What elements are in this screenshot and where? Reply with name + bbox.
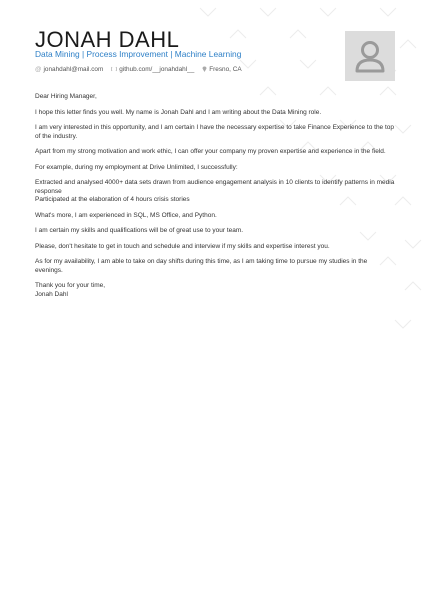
paragraph-availability: As for my availability, I am able to take on day shifts during this time, as I am taking time to pursue my studies in the evenings.: [35, 258, 368, 274]
paragraph-interest: I am very interested in this opportunity, and I am certain I have the necessary expertise to take Finance Experience to the top of the industry.: [35, 124, 395, 140]
contact-email[interactable]: [35, 66, 103, 73]
paragraph-qualifications: I am certain my skills and qualifications will be of great use to your team.: [35, 227, 244, 234]
contact-github[interactable]: [111, 66, 194, 74]
closing: Thank you for your time,: [35, 282, 106, 289]
paragraph-motivation: Apart from my strong motivation and work ethic, I can offer your company my proven expertise and experience in the field.: [35, 148, 386, 155]
applicant-name: JONAH DAHL: [35, 27, 180, 52]
achievement-item: Participated at the elaboration of 4 hours crisis stories: [35, 196, 190, 203]
location-pin-icon: [202, 65, 207, 74]
contact-location: [202, 65, 241, 74]
github-icon: [111, 66, 117, 74]
paragraph-contact: Please, don't hesitate to get in touch and schedule and interview if my skills and expertise interest you.: [35, 242, 330, 250]
achievement-item: Extracted and analysed 4000+ data sets drawn from audience engagement analysis in 10 clients to identify patterns in media response: [35, 179, 395, 195]
paragraph-example: For example, during my employment at Drive Unlimited, I successfully:: [35, 163, 238, 171]
contact-location-text: Fresno, CA: [209, 66, 242, 73]
letter-body: [35, 93, 395, 306]
contact-info: [35, 65, 250, 74]
email-icon: @: [35, 66, 42, 73]
headline: Data Mining | Process Improvement | Machine Learning: [35, 49, 242, 59]
paragraph-intro: I hope this letter finds you well. My name is Jonah Dahl and I am writing about the Data Mining role.: [35, 108, 322, 116]
salutation: Dear Hiring Manager,: [35, 93, 97, 100]
paragraph-skills: What's more, I am experienced in SQL, MS Office, and Python.: [35, 211, 217, 219]
profile-photo: [345, 31, 395, 81]
avatar-placeholder-icon: [345, 31, 395, 81]
contact-email-text: jonahdahl@mail.com: [43, 66, 104, 73]
contact-github-text: github.com/__jonahdahl__: [119, 66, 195, 73]
signature: Jonah Dahl: [35, 290, 68, 298]
